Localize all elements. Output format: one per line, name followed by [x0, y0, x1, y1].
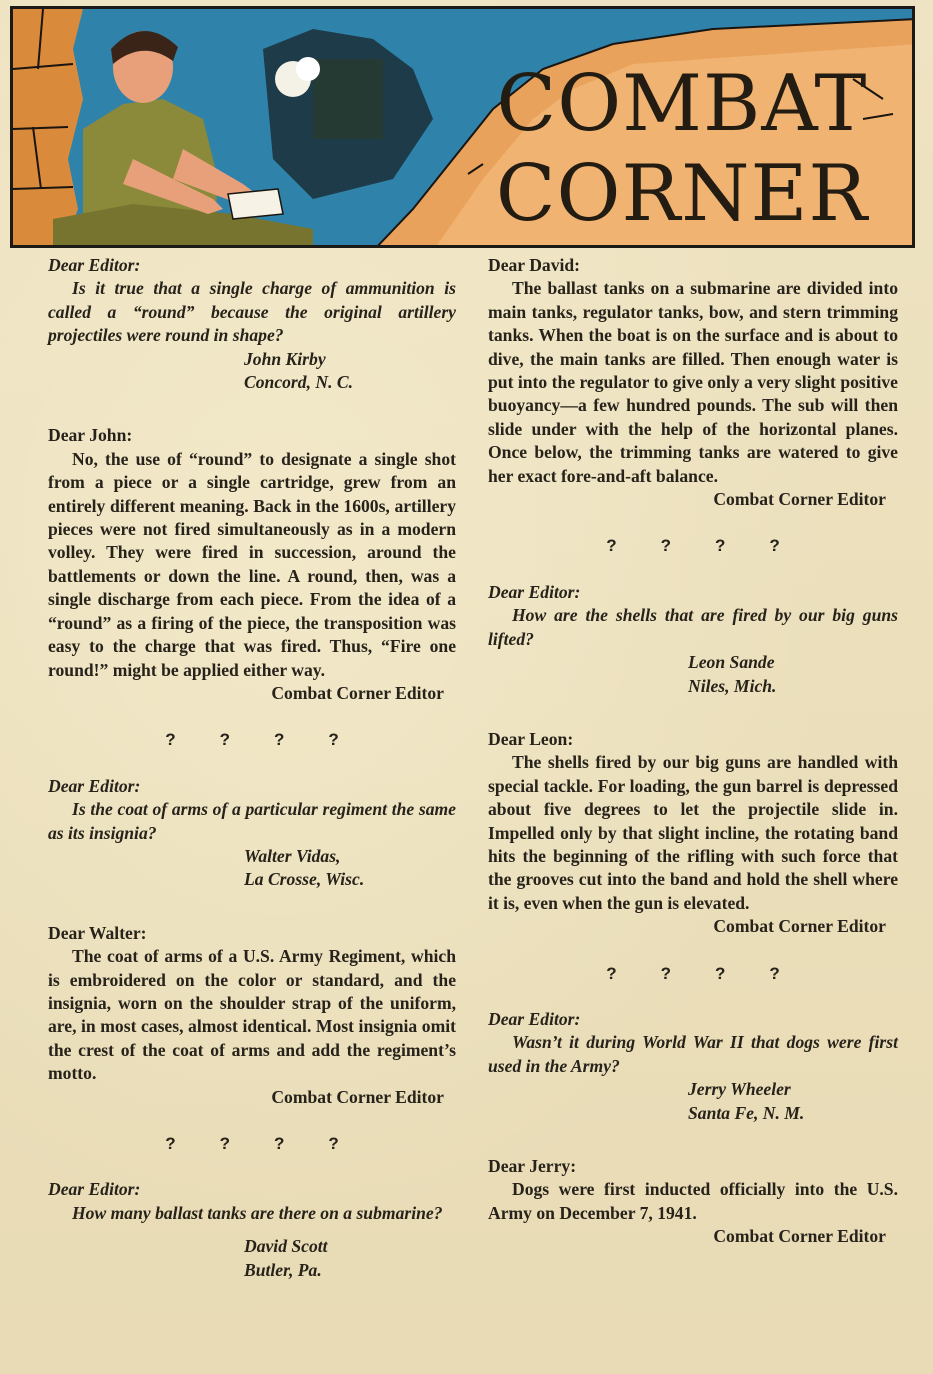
separator-mark: ? — [769, 536, 780, 556]
question-text: How are the shells that are fired by our big guns lifted? — [488, 605, 898, 649]
editor-signature: Combat Corner Editor — [271, 1086, 444, 1107]
separator — [48, 1132, 456, 1155]
reader-name: Jerry Wheeler — [688, 1079, 791, 1100]
answer-text: No, the use of “round” to designate a single shot from a piece or a single cartridge, grew from an entirely different meaning. Back in the 1600s, artillery pieces were not fired simultaneously as in a modern volley. They were fired in succession, around the battlements or down the line. A round, then, was a single discharge from each piece. From the idea of a “round” as a firing of the piece, the transposition was easy to the charge that was fired. Thus, “Fire one round!” might be applied either way. — [48, 448, 456, 680]
title-line-2: CORNER — [495, 149, 869, 239]
left-column — [48, 254, 456, 1282]
question-salutation: Dear Editor: — [48, 775, 141, 796]
separator-mark: ? — [715, 963, 726, 983]
separator-mark: ? — [219, 1134, 230, 1153]
reader-name: Walter Vidas, — [244, 845, 341, 866]
separator-mark: ? — [328, 730, 339, 750]
reader-place: Niles, Mich. — [688, 675, 777, 696]
answer-salutation: Dear John: — [48, 425, 133, 446]
reader-name: Leon Sande — [688, 652, 775, 673]
separator — [488, 962, 898, 985]
question-salutation: Dear Editor: — [488, 581, 581, 602]
separator-mark: ? — [219, 730, 230, 750]
answer-salutation: Dear David: — [488, 255, 581, 275]
question-salutation: Dear Editor: — [48, 255, 141, 275]
separator-mark: ? — [660, 963, 671, 983]
separator-mark: ? — [660, 536, 671, 556]
reader-place: Butler, Pa. — [244, 1259, 322, 1280]
question-salutation: Dear Editor: — [488, 1008, 581, 1029]
separator-mark: ? — [274, 730, 285, 750]
question-text: Is the coat of arms of a particular regiment the same as its insignia? — [48, 799, 456, 843]
title-line-1: COMBAT — [496, 59, 868, 149]
header-banner — [10, 6, 915, 248]
reader-place: La Crosse, Wisc. — [244, 869, 365, 890]
reader-name: John Kirby — [244, 348, 326, 369]
question-text: How many ballast tanks are there on a submarine? — [72, 1202, 443, 1223]
separator — [48, 728, 456, 751]
question-text: Wasn’t it during World War II that dogs were first used in the Army? — [488, 1032, 898, 1076]
separator — [488, 534, 898, 557]
separator-mark: ? — [769, 963, 780, 983]
separator-mark: ? — [274, 1134, 285, 1153]
right-column — [488, 254, 898, 1249]
editor-signature: Combat Corner Editor — [271, 682, 444, 703]
separator-mark: ? — [606, 963, 617, 983]
answer-salutation: Dear Walter: — [48, 922, 147, 943]
answer-text: The ballast tanks on a submarine are divided into main tanks, regulator tanks, bow, and stern trimming tanks. When the boat is on the surface and is about to dive, the main tanks are filled. Then enough water is put into the regulator to give only a very slight positive buoyancy—a few hundred pounds. The sub will then slide under with the help of the horizontal planes. Once below, the trimming tanks are watered to give her exact fore-and-aft balance. — [488, 278, 898, 486]
reader-place: Concord, N. C. — [244, 372, 353, 393]
separator-mark: ? — [165, 1134, 176, 1153]
editor-signature: Combat Corner Editor — [713, 1226, 886, 1247]
answer-text: Dogs were first inducted officially into the U.S. Army on December 7, 1941. — [488, 1179, 898, 1223]
reader-place: Santa Fe, N. M. — [688, 1102, 805, 1123]
question-salutation: Dear Editor: — [48, 1179, 141, 1200]
answer-text: The shells fired by our big guns are handled with special tackle. For loading, the gun barrel is depressed about five degrees to let the projectile slide in. Impelled only by that slight incline, the rotating band hits the beginning of the rifling with such force that the grooves cut into the band and hold the shell where it is, even when the gun is elevated. — [488, 752, 898, 913]
separator-mark: ? — [606, 536, 617, 556]
question-text: Is it true that a single charge of ammunition is called a “round” because the original artillery projectiles were round in shape? — [48, 278, 456, 346]
answer-salutation: Dear Leon: — [488, 728, 574, 749]
editor-signature: Combat Corner Editor — [713, 916, 886, 937]
separator-mark: ? — [328, 1134, 339, 1153]
separator-mark: ? — [165, 730, 176, 750]
answer-salutation: Dear Jerry: — [488, 1156, 577, 1176]
page-title — [492, 59, 872, 239]
editor-signature: Combat Corner Editor — [713, 489, 886, 510]
answer-text: The coat of arms of a U.S. Army Regiment, which is embroidered on the color or standard, and the insignia, worn on the shoulder strap of the uniform, are, in most cases, almost identical. Most insignia omit the crest of the coat of arms and add the regiment’s motto. — [48, 946, 456, 1084]
separator-mark: ? — [715, 536, 726, 556]
reader-name: David Scott — [244, 1236, 328, 1257]
